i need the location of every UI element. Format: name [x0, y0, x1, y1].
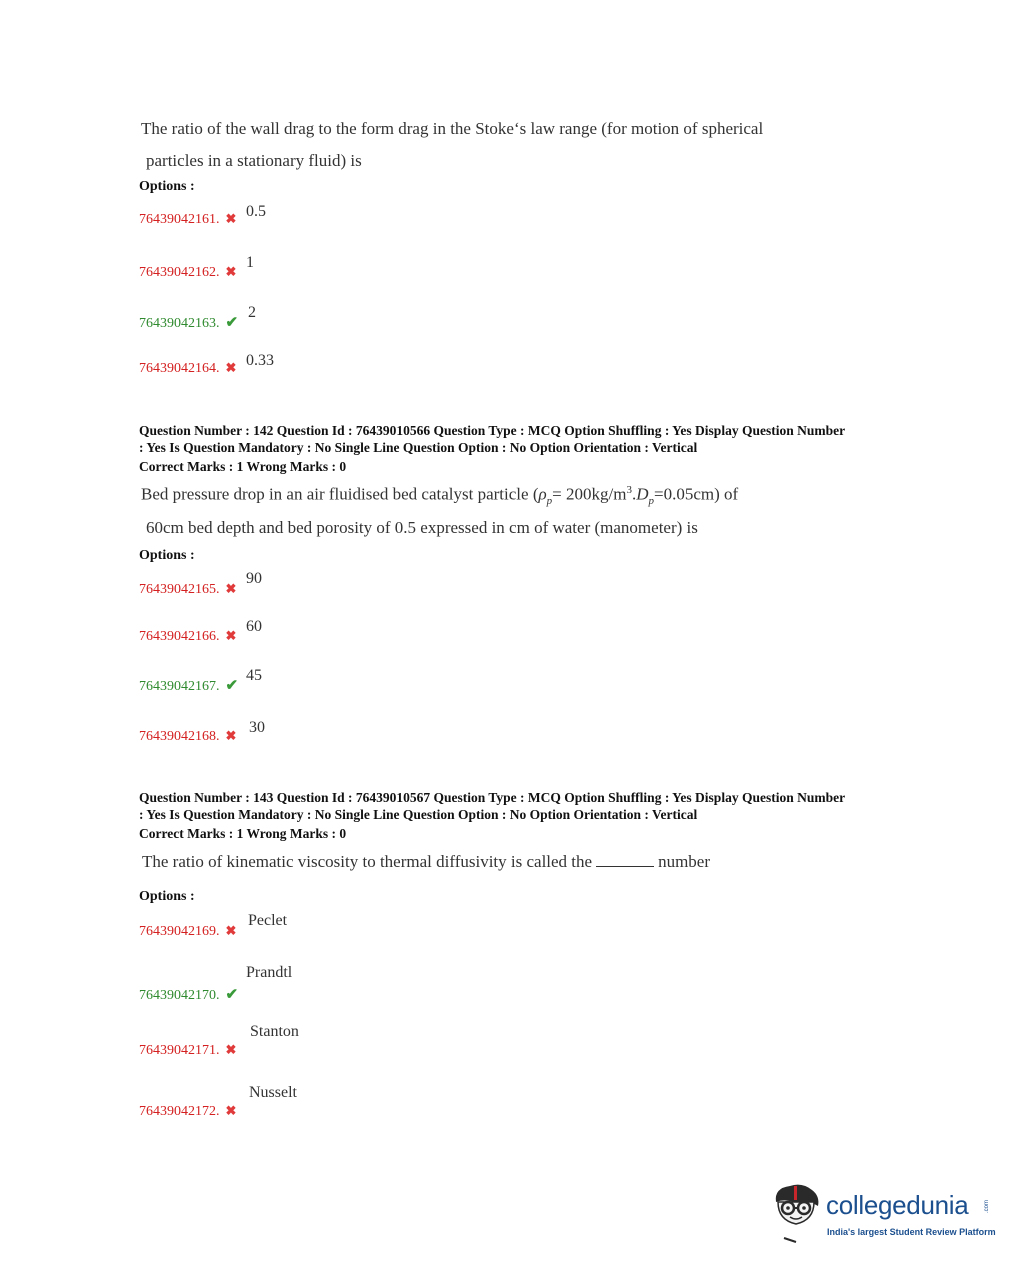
brand-name: collegedunia [826, 1190, 969, 1220]
brand-dotcom: .com [984, 1200, 990, 1214]
option-value: 45 [246, 667, 262, 684]
option-row[interactable] [139, 581, 236, 598]
wrong-mark-icon: ✖ [225, 581, 237, 596]
answer-blank [596, 865, 654, 867]
option-id: 76439042167. [139, 679, 220, 694]
wrong-mark-icon: ✖ [225, 923, 237, 938]
option-row[interactable] [139, 628, 236, 645]
option-row[interactable] [139, 985, 238, 1004]
wrong-mark-icon: ✖ [225, 728, 237, 743]
wrong-mark-icon: ✖ [225, 628, 237, 643]
q142-meta-line2: : Yes Is Question Mandatory : No Single Line Question Option : No Option Orientation : Vertical [139, 439, 698, 455]
option-row[interactable] [139, 923, 236, 940]
option-value: Nusselt [249, 1084, 297, 1101]
q142-marks: Correct Marks : 1 Wrong Marks : 0 [139, 459, 347, 474]
brand-tagline: India's largest Student Review Platform [827, 1227, 996, 1237]
wrong-mark-icon: ✖ [225, 360, 237, 375]
option-row[interactable] [139, 264, 236, 281]
option-id: 76439042162. [139, 265, 220, 280]
option-row[interactable] [139, 360, 236, 377]
collegedunia-mascot-icon [768, 1180, 824, 1246]
option-id: 76439042168. [139, 729, 220, 744]
q141-options-label: Options : [139, 179, 195, 194]
q142-options-label: Options : [139, 548, 195, 563]
q143-meta-line2: : Yes Is Question Mandatory : No Single Line Question Option : No Option Orientation : Vertical [139, 806, 698, 822]
q141-text-line2: particles in a stationary fluid) is [146, 151, 362, 170]
q143-meta [139, 790, 929, 843]
q142-meta-line1: Question Number : 142 Question Id : 76439010566 Question Type : MCQ Option Shuffling : Yes Display Question Number [139, 423, 846, 438]
option-row[interactable] [139, 676, 238, 695]
option-id: 76439042169. [139, 924, 220, 939]
wrong-mark-icon: ✖ [225, 264, 237, 279]
option-value: Prandtl [246, 964, 293, 981]
correct-mark-icon: ✔ [225, 315, 239, 331]
wrong-mark-icon: ✖ [225, 1103, 237, 1118]
q143-options-label: Options : [139, 889, 195, 904]
option-value: 2 [248, 304, 256, 321]
wrong-mark-icon: ✖ [225, 1042, 237, 1057]
option-value: Peclet [248, 912, 288, 929]
option-row[interactable] [139, 313, 238, 332]
q142-text-line1: Bed pressure drop in an air fluidised bed catalyst particle $(\rho_p= 200kg/m^3.D_p=0.05cm)$ of [141, 484, 739, 508]
option-id: 76439042165. [139, 582, 220, 597]
q143-meta-line1: Question Number : 143 Question Id : 76439010567 Question Type : MCQ Option Shuffling : Yes Display Question Number [139, 790, 846, 805]
option-row[interactable] [139, 728, 236, 745]
option-id: 76439042164. [139, 361, 220, 376]
option-id: 76439042161. [139, 212, 220, 227]
correct-mark-icon: ✔ [225, 678, 239, 694]
q142-text-line2: 60cm bed depth and bed porosity of 0.5 expressed in cm of water (manometer) is [146, 518, 698, 537]
option-value: 0.5 [246, 203, 266, 220]
option-value: 1 [246, 254, 254, 271]
option-row[interactable] [139, 1103, 236, 1120]
correct-mark-icon: ✔ [225, 987, 239, 1003]
option-id: 76439042170. [139, 988, 220, 1003]
q143-text: The ratio of kinematic viscosity to thermal diffusivity is called the number [142, 852, 711, 871]
q142-meta [139, 423, 929, 476]
option-value: 60 [246, 618, 262, 635]
option-id: 76439042172. [139, 1104, 220, 1119]
q143-marks: Correct Marks : 1 Wrong Marks : 0 [139, 826, 347, 841]
option-id: 76439042163. [139, 316, 220, 331]
option-row[interactable] [139, 211, 236, 228]
option-row[interactable] [139, 1042, 236, 1059]
option-value: 90 [246, 570, 262, 587]
option-value: Stanton [250, 1023, 299, 1040]
option-id: 76439042171. [139, 1043, 220, 1058]
q141-text-line1: The ratio of the wall drag to the form drag in the Stoke‘s law range (for motion of spherical [141, 119, 764, 138]
option-value: 30 [249, 719, 265, 736]
option-id: 76439042166. [139, 629, 220, 644]
wrong-mark-icon: ✖ [225, 211, 237, 226]
option-value: 0.33 [246, 352, 274, 369]
